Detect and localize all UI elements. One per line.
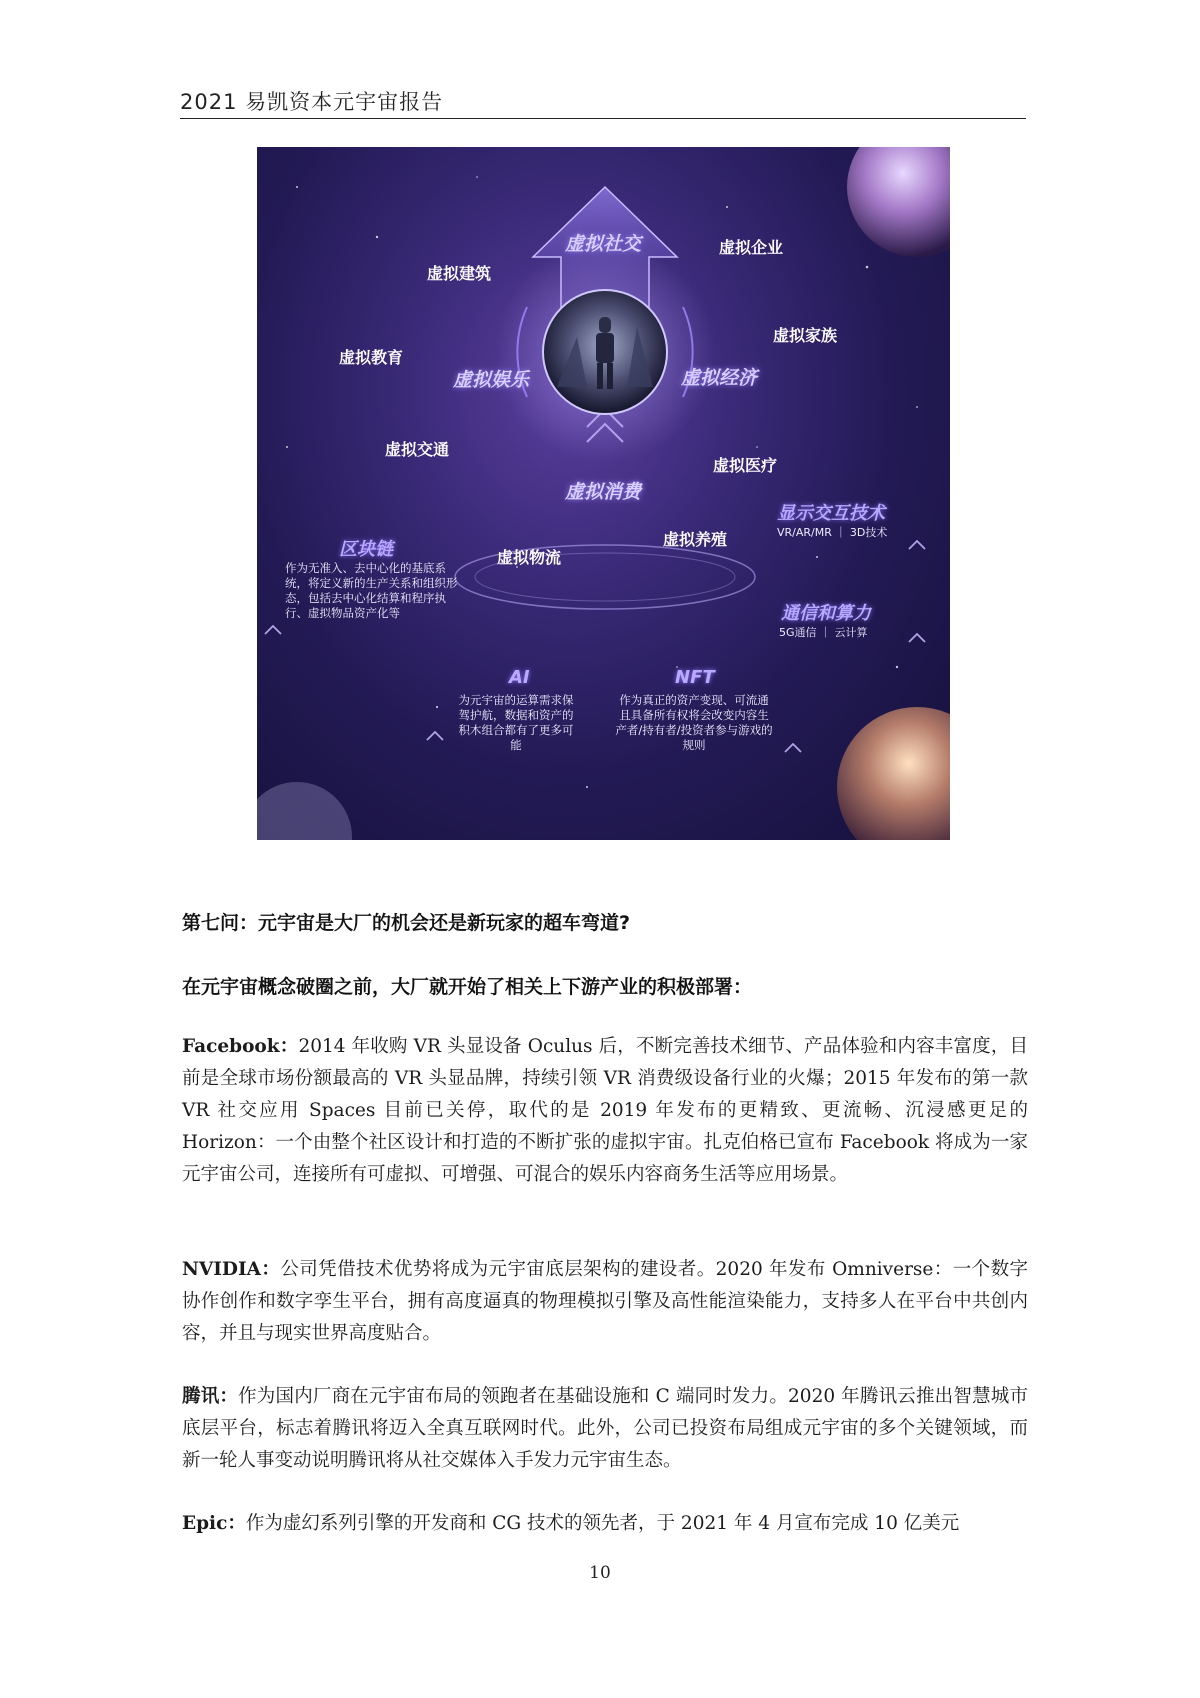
label-virtual-enterprise: 虚拟企业 xyxy=(719,238,784,257)
core-label-entertainment: 虚拟娱乐 xyxy=(453,369,530,391)
paragraph-tencent xyxy=(182,1381,1028,1477)
paragraph-nvidia xyxy=(182,1254,1028,1350)
label-virtual-family: 虚拟家族 xyxy=(773,326,838,345)
metaverse-figure xyxy=(257,147,950,840)
planet-bottom-left xyxy=(257,782,352,840)
company-name: Facebook： xyxy=(182,1036,299,1057)
tech-blockchain-title: 区块链 xyxy=(339,539,393,560)
label-virtual-education: 虚拟教育 xyxy=(339,348,404,367)
paragraph-epic xyxy=(182,1508,1028,1540)
tech-nft-desc: 作为真正的资产变现、可流通且具备所有权将会改变内容生产者/持有者/投资者参与游戏的规则 xyxy=(615,693,773,752)
page-header xyxy=(180,84,1026,119)
label-virtual-logistics: 虚拟物流 xyxy=(497,548,562,567)
company-name: Epic： xyxy=(182,1513,246,1534)
label-virtual-medical: 虚拟医疗 xyxy=(713,456,778,475)
planet-top-right xyxy=(847,147,950,257)
tech-network-title: 通信和算力 xyxy=(781,603,871,624)
paragraph-text: 作为虚幻系列引擎的开发商和 CG 技术的领先者，于 2021 年 4 月宣布完成 10 亿美元 xyxy=(245,1513,960,1534)
header-title: 2021 易凯资本元宇宙报告 xyxy=(180,90,444,114)
label-virtual-architecture: 虚拟建筑 xyxy=(427,264,492,283)
core-label-consumption: 虚拟消费 xyxy=(565,481,642,503)
core-label-economy: 虚拟经济 xyxy=(681,367,758,389)
paragraph-text: 作为国内厂商在元宇宙布局的领跑者在基础设施和 C 端同时发力。2020 年腾讯云推出智慧城市底层平台，标志着腾讯将迈入全真互联网时代。此外，公司已投资布局组成元宇宙的多个关键领域，而新一轮人事变动说明腾讯将从社交媒体入手发力元宇宙生态。 xyxy=(182,1386,1028,1471)
paragraph-text: 公司凭借技术优势将成为元宇宙底层架构的建设者。2020 年发布 Omniverse：一个数字协作创作和数字孪生平台，拥有高度逼真的物理模拟引擎及高性能渲染能力，支持多人在平台中共创内容，并且与现实世界高度贴合。 xyxy=(182,1259,1028,1344)
tech-blockchain-desc: 作为无准入、去中心化的基底系统，将定义新的生产关系和组织形态，包括去中心化结算和程序执行、虚拟物品资产化等 xyxy=(285,561,458,620)
planet-bottom-right xyxy=(837,707,950,840)
intro-heading: 在元宇宙概念破圈之前，大厂就开始了相关上下游产业的积极部署： xyxy=(182,976,753,998)
page-number: 10 xyxy=(589,1563,611,1583)
tech-display-title: 显示交互技术 xyxy=(777,503,885,524)
paragraph-text: 2014 年收购 VR 头显设备 Oculus 后，不断完善技术细节、产品体验和内容丰富度，目前是全球市场份额最高的 VR 头显品牌，持续引领 VR 消费级设备行业的火爆；2015 年发布的第一款 VR 社交应用 Spaces 目前已关停，取代的是 2019 年发布的更精致、更流畅、沉浸感更足的 Horizon：一个由整个社区设计和打造的不断扩张的虚拟宇宙。扎克伯格已宣布 Facebook 将成为一家元宇宙公司，连接所有可虚拟、可增强、可混合的娱乐内容商务生活等应用场景。 xyxy=(182,1036,1029,1185)
label-virtual-breeding: 虚拟养殖 xyxy=(663,530,728,549)
tech-nft-title: NFT xyxy=(675,667,715,688)
tech-network-sub: 5G通信 ｜ 云计算 xyxy=(779,626,868,639)
company-name: 腾讯： xyxy=(182,1386,239,1407)
tech-display-sub: VR/AR/MR ｜ 3D技术 xyxy=(777,526,888,539)
paragraph-facebook xyxy=(182,1031,1028,1191)
label-virtual-transport: 虚拟交通 xyxy=(385,440,450,459)
tech-ai-desc: 为元宇宙的运算需求保驾护航，数据和资产的积木组合都有了更多可能 xyxy=(458,693,574,752)
company-name: NVIDIA： xyxy=(182,1259,281,1280)
question-heading: 第七问：元宇宙是大厂的机会还是新玩家的超车弯道? xyxy=(182,912,631,934)
core-label-social: 虚拟社交 xyxy=(565,233,642,255)
tech-ai-title: AI xyxy=(509,667,530,688)
